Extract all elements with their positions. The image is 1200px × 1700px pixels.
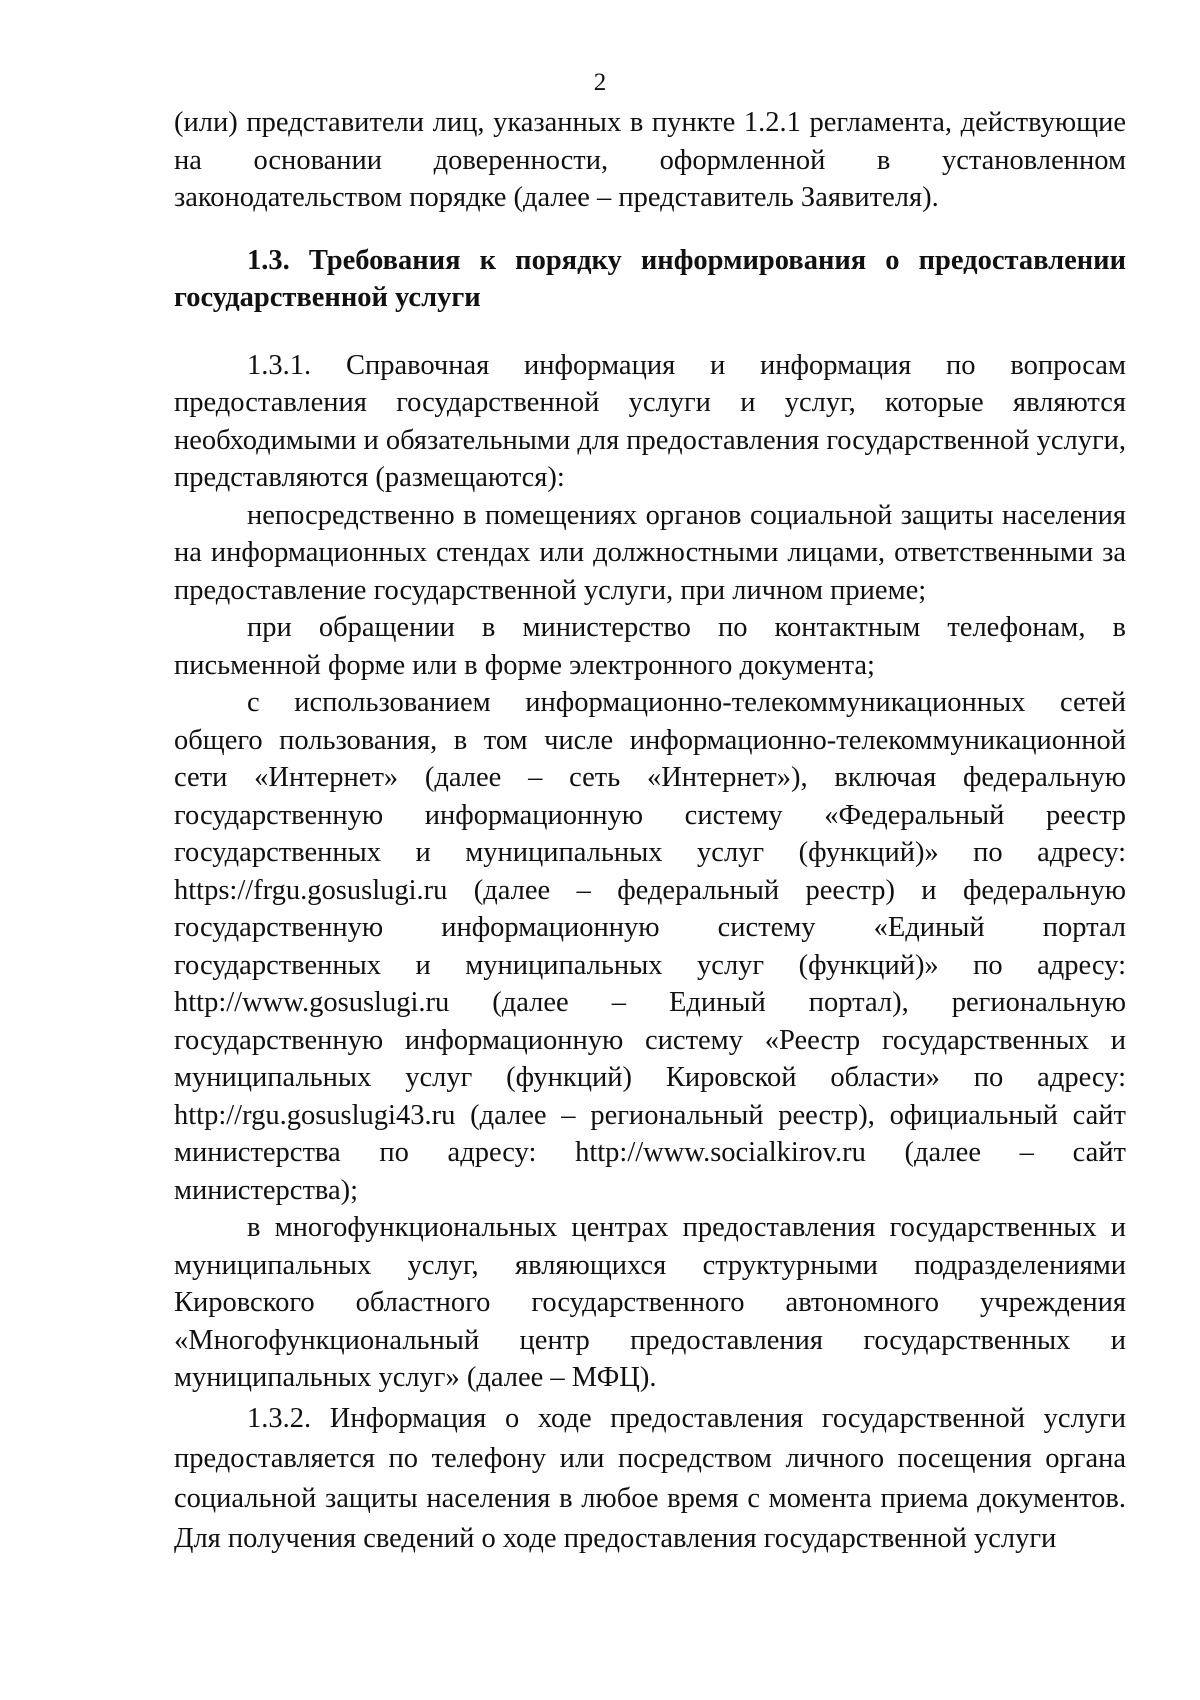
- paragraph-1-3-1: 1.3.1. Справочная информация и информация по вопросам предоставления государственной услуги и услуг, которые являются необходимыми и обязательными для предоставления государственной услуги, представляются (размещаются):: [174, 349, 1127, 493]
- section-heading: 1.3. Требования к порядку информирования о предоставлении государственной услуги: [174, 244, 1126, 313]
- paragraph-ministry-contact: при обращении в министерство по контактным телефонам, в письменной форме или в форме электронного документа;: [174, 612, 1126, 681]
- paragraph-internet: с использованием информационно-телекоммуникационных сетей общего пользования, в том числе информационно-телекоммуникационной сети «Интернет» (далее – сеть «Интернет»), включая федеральную государственную информационную систему «Федеральный реестр государственных и муниципальных услуг (функций)» по адресу: https://frgu.gosuslugi.ru (далее – федеральный реестр) и федеральную государственную информационную систему «Единый портал государственных и муниципальных услуг (функций)» по адресу: http://www.gosuslugi.ru (далее – Единый портал), региональную государственную информационную систему «Реестр государственных и муниципальных услуг (функций) Кировской области» по адресу: http://rgu.gosuslugi43.ru (далее – региональный реестр), официальный сайт министерства по адресу: http://www.socialkirov.ru (далее – сайт министерства);: [174, 687, 1126, 1206]
- paragraph-1-3-2: 1.3.2. Информация о ходе предоставления государственной услуги предоставляется по телефону или посредством личного посещения органа социальной защиты населения в любое время с момента приема документов. Для получения сведений о ходе предоставления государственной услуги: [174, 1402, 1126, 1554]
- page-number: 2: [593, 69, 607, 96]
- document-body: [174, 104, 1126, 1559]
- paragraph-mfc: в многофункциональных центрах предоставления государственных и муниципальных услуг, являющихся структурными подразделениями Кировского областного государственного автономного учреждения «Многофункциональный центр предоставления государственных и муниципальных услуг» (далее – МФЦ).: [174, 1212, 1126, 1393]
- intro-paragraph: (или) представители лиц, указанных в пункте 1.2.1 регламента, действующие на основании доверенности, оформленной в установленном законодательством порядке (далее – представитель Заявителя).: [174, 107, 1126, 213]
- paragraph-premises: непосредственно в помещениях органов социальной защиты населения на информационных стендах или должностными лицами, ответственными за предоставление государственной услуги, при личном приеме;: [174, 499, 1126, 606]
